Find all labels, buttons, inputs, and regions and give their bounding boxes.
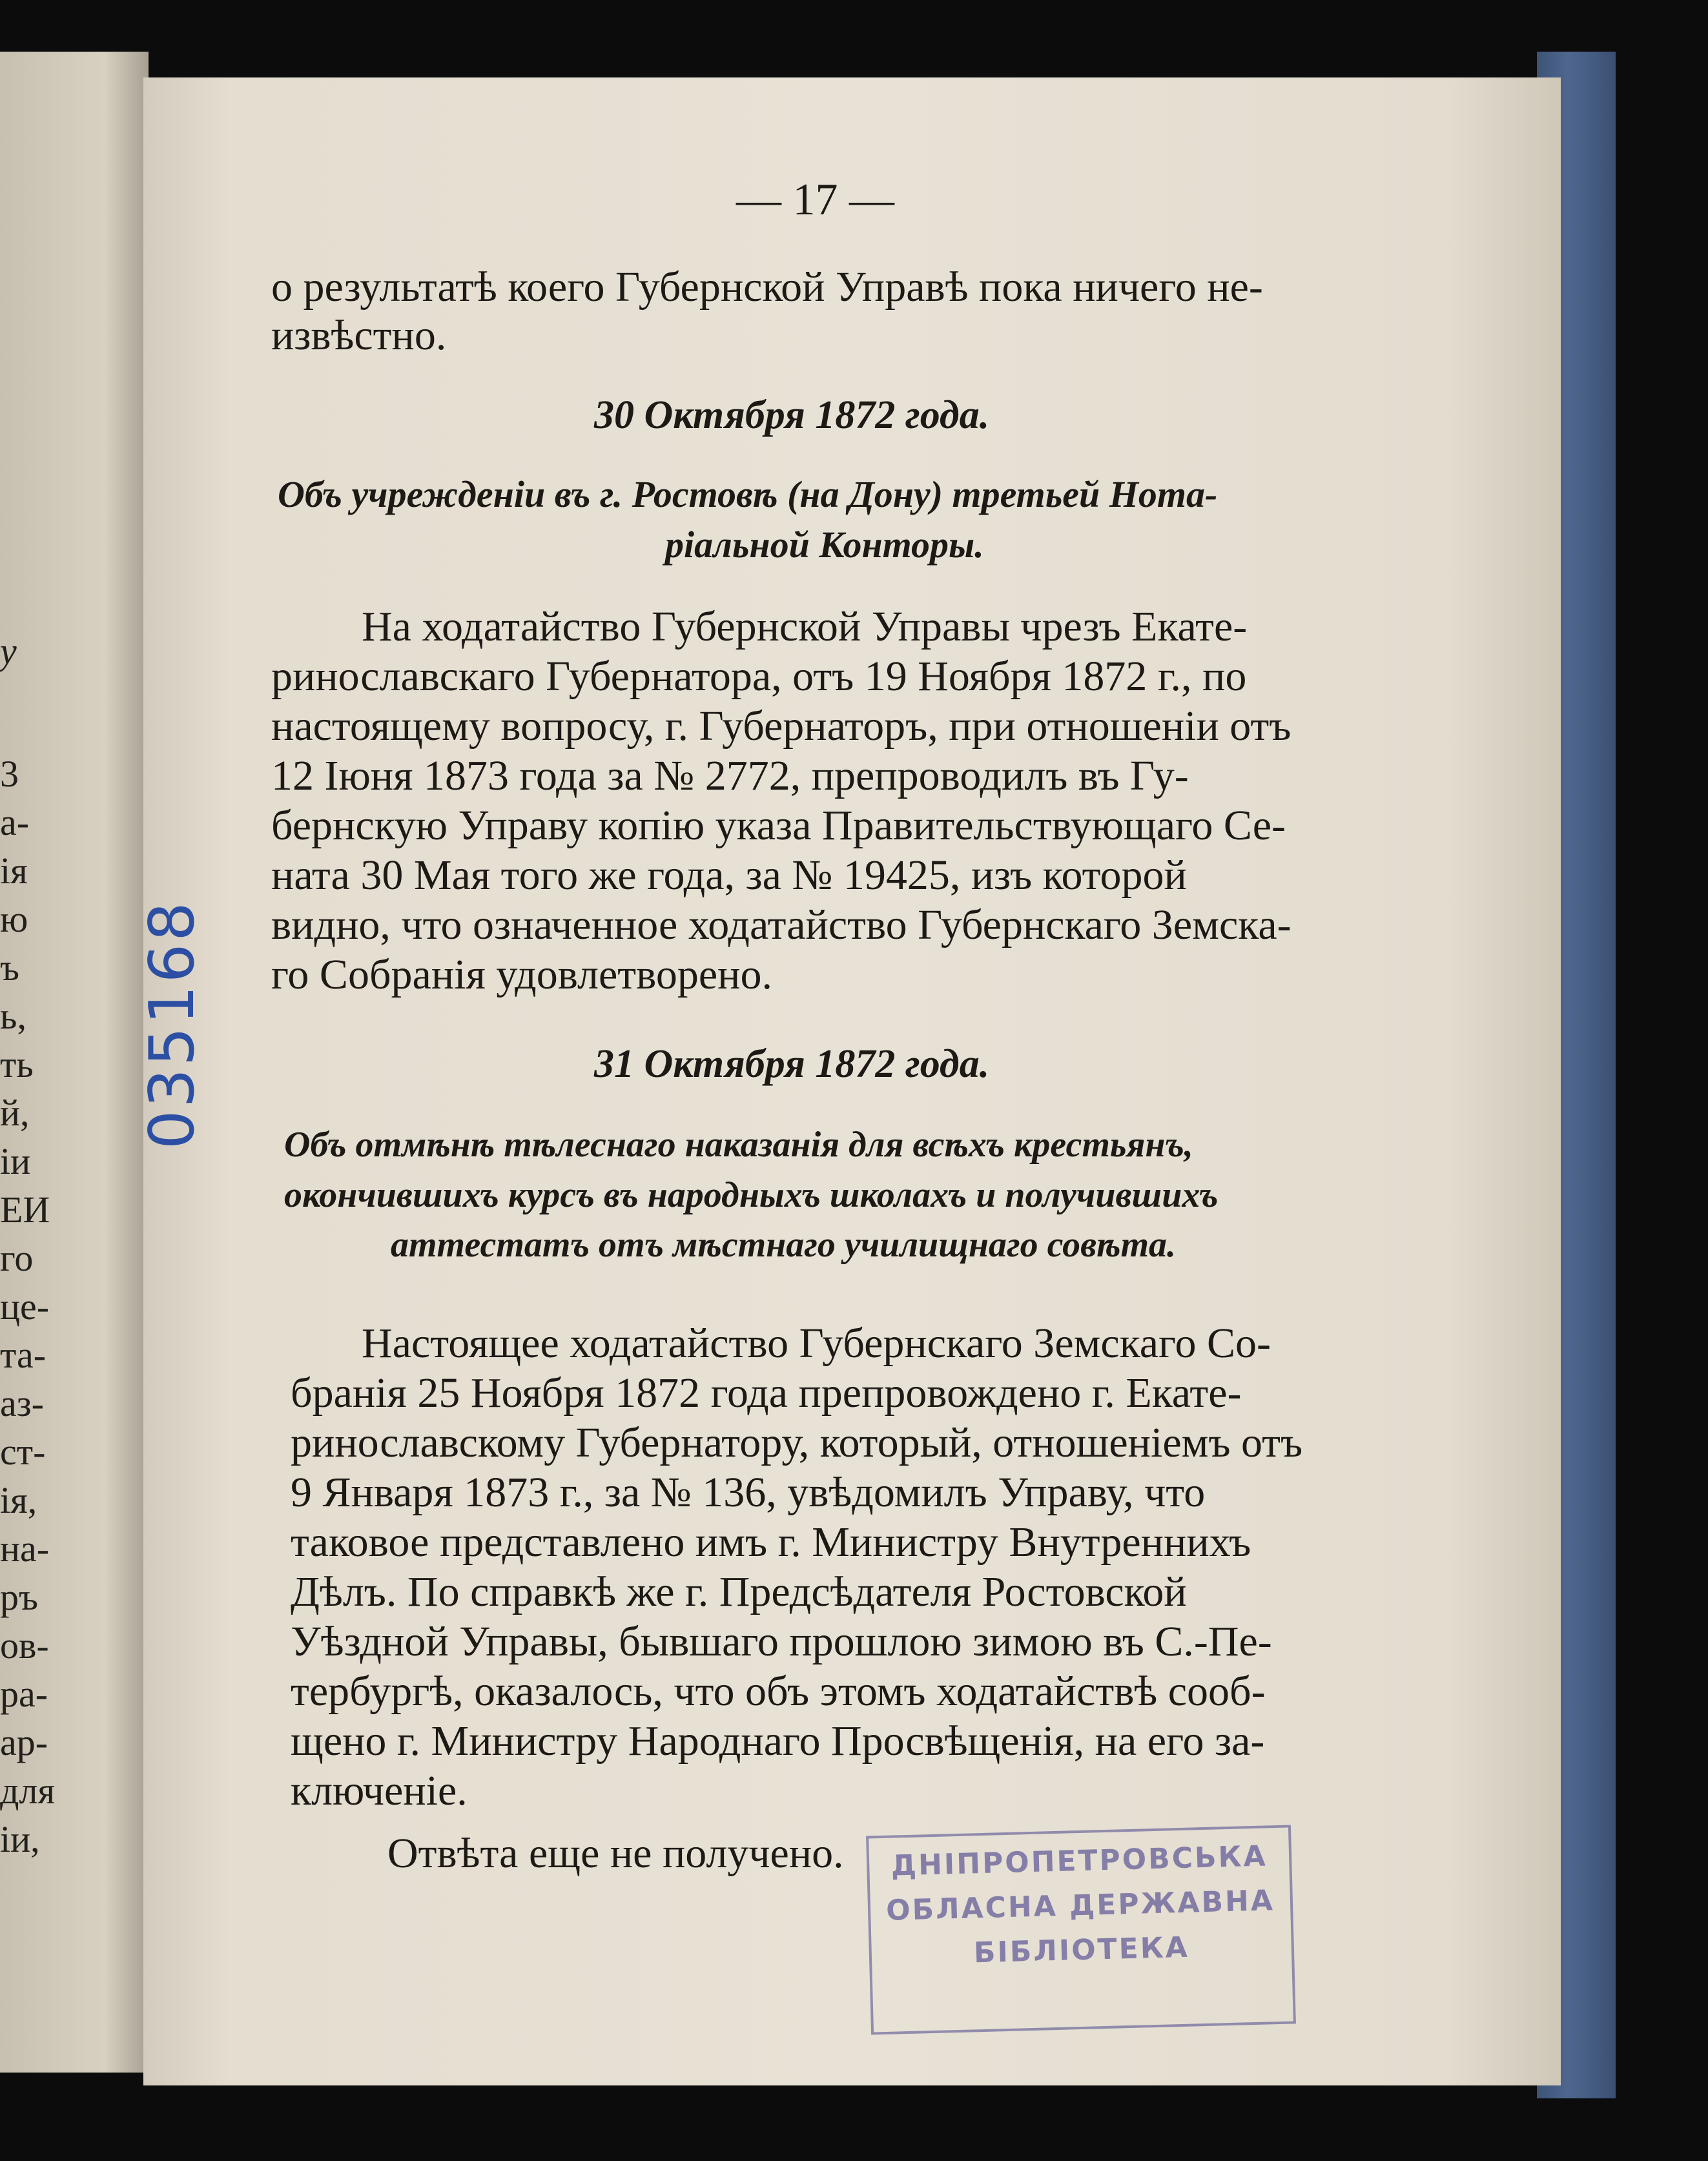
- left-fragment: ар-: [0, 1721, 48, 1763]
- left-fragment: а-: [0, 801, 30, 843]
- section1-body-line: видно, что означенное ходатайство Губернскаго Земска-: [271, 901, 1291, 948]
- left-fragment: го: [0, 1237, 34, 1279]
- section2-closing: Отвѣта еще не получено.: [387, 1830, 844, 1877]
- section2-date: 31 Октября 1872 года.: [594, 1042, 990, 1086]
- section2-body-line: таковое представлено имъ г. Министру Внутреннихъ: [291, 1519, 1251, 1566]
- left-page-edge: [0, 52, 149, 2073]
- section2-body-line: 9 Января 1873 г., за № 136, увѣдомилъ Управу, что: [291, 1469, 1206, 1516]
- stamp-line: ДНІПРОПЕТРОВСЬКА: [890, 1839, 1268, 1883]
- section1-body-line: ринославскаго Губернатора, отъ 19 Ноября 1872 г., по: [271, 653, 1247, 700]
- left-fragment: ъ: [0, 947, 19, 988]
- section2-title-line1: Объ отмѣнѣ тѣлеснаго наказанія для всѣхъ крестьянъ,: [284, 1125, 1193, 1165]
- left-fragment: ія,: [0, 1479, 37, 1521]
- section2-body-line: ринославскому Губернатору, который, отношеніемъ отъ: [291, 1419, 1303, 1466]
- left-fragment: ю: [0, 898, 28, 940]
- left-fragment: ь,: [0, 995, 26, 1037]
- left-fragment: ръ: [0, 1576, 38, 1618]
- left-fragment: й,: [0, 1092, 30, 1134]
- intro-line-1: [271, 263, 1395, 311]
- left-fragment: ть: [0, 1043, 34, 1085]
- left-fragment: ра-: [0, 1673, 48, 1715]
- stamp-line: ОБЛАСНА ДЕРЖАВНА: [885, 1884, 1275, 1927]
- section2-body-line: тербургѣ, оказалось, что объ этомъ ходатайствѣ сооб-: [291, 1668, 1266, 1715]
- left-fragment: для: [0, 1770, 56, 1812]
- section1-body-line: На ходатайство Губернской Управы чрезъ Екате-: [362, 603, 1248, 650]
- stamp-line: БІБЛІОТЕКА: [973, 1931, 1190, 1970]
- section1-title-line2: ріальной Конторы.: [665, 524, 984, 566]
- left-fragment: іи,: [0, 1818, 40, 1860]
- section1-body-line: бернскую Управу копію указа Правительствующаго Се-: [271, 802, 1286, 849]
- section1-body-line: ната 30 Мая того же года, за № 19425, изъ которой: [271, 852, 1187, 899]
- left-fragment: аз-: [0, 1382, 44, 1424]
- section2-body-line: Настоящее ходатайство Губернскаго Земскаго Со-: [362, 1320, 1271, 1367]
- left-fragment: ов-: [0, 1624, 49, 1666]
- section1-title-line1: Объ учрежденіи въ г. Ростовѣ (на Дону) третьей Нота-: [278, 473, 1218, 515]
- section2-body-line: Уѣздной Управы, бывшаго прошлою зимою въ С.-Пе-: [291, 1618, 1272, 1665]
- section2-body-line: ключеніе.: [291, 1767, 468, 1814]
- left-fragment: ЕИ: [0, 1189, 50, 1231]
- section1-date: 30 Октября 1872 года.: [594, 393, 990, 437]
- left-fragment: це-: [0, 1285, 50, 1327]
- library-stamp: [866, 1825, 1296, 2034]
- left-fragment: у: [0, 630, 17, 672]
- section2-title-line2: окончившихъ курсъ въ народныхъ школахъ и получившихъ: [284, 1175, 1219, 1215]
- left-fragment: іи: [0, 1140, 31, 1182]
- left-fragment: ія: [0, 850, 28, 892]
- section1-body-line: 12 Іюня 1873 года за № 2772, препроводилъ въ Гу-: [271, 752, 1189, 799]
- section2-title-line3: аттестатъ отъ мѣстнаго училищнаго совѣта.: [391, 1225, 1177, 1265]
- left-fragment: та-: [0, 1334, 46, 1376]
- intro-line-2: извѣстно.: [271, 312, 447, 359]
- left-fragment: ст-: [0, 1431, 46, 1473]
- page-number: — 17 —: [736, 175, 894, 225]
- text-line: о результатѣ коего Губернской Управѣ пока ничего не-: [271, 263, 1263, 311]
- left-fragment: на-: [0, 1528, 50, 1570]
- section1-body-line: настоящему вопросу, г. Губернаторъ, при отношеніи отъ: [271, 702, 1291, 750]
- section1-body-line: го Собранія удовлетворено.: [271, 951, 772, 998]
- handwritten-inventory-number: 035168: [137, 899, 208, 1149]
- section2-body-line: Дѣлъ. По справкѣ же г. Предсѣдателя Ростовской: [291, 1568, 1187, 1615]
- section2-body-line: щено г. Министру Народнаго Просвѣщенія, на его за-: [291, 1717, 1265, 1765]
- left-fragment: 3: [0, 753, 19, 795]
- section2-body-line: бранія 25 Ноября 1872 года препровождено г. Екате-: [291, 1369, 1242, 1417]
